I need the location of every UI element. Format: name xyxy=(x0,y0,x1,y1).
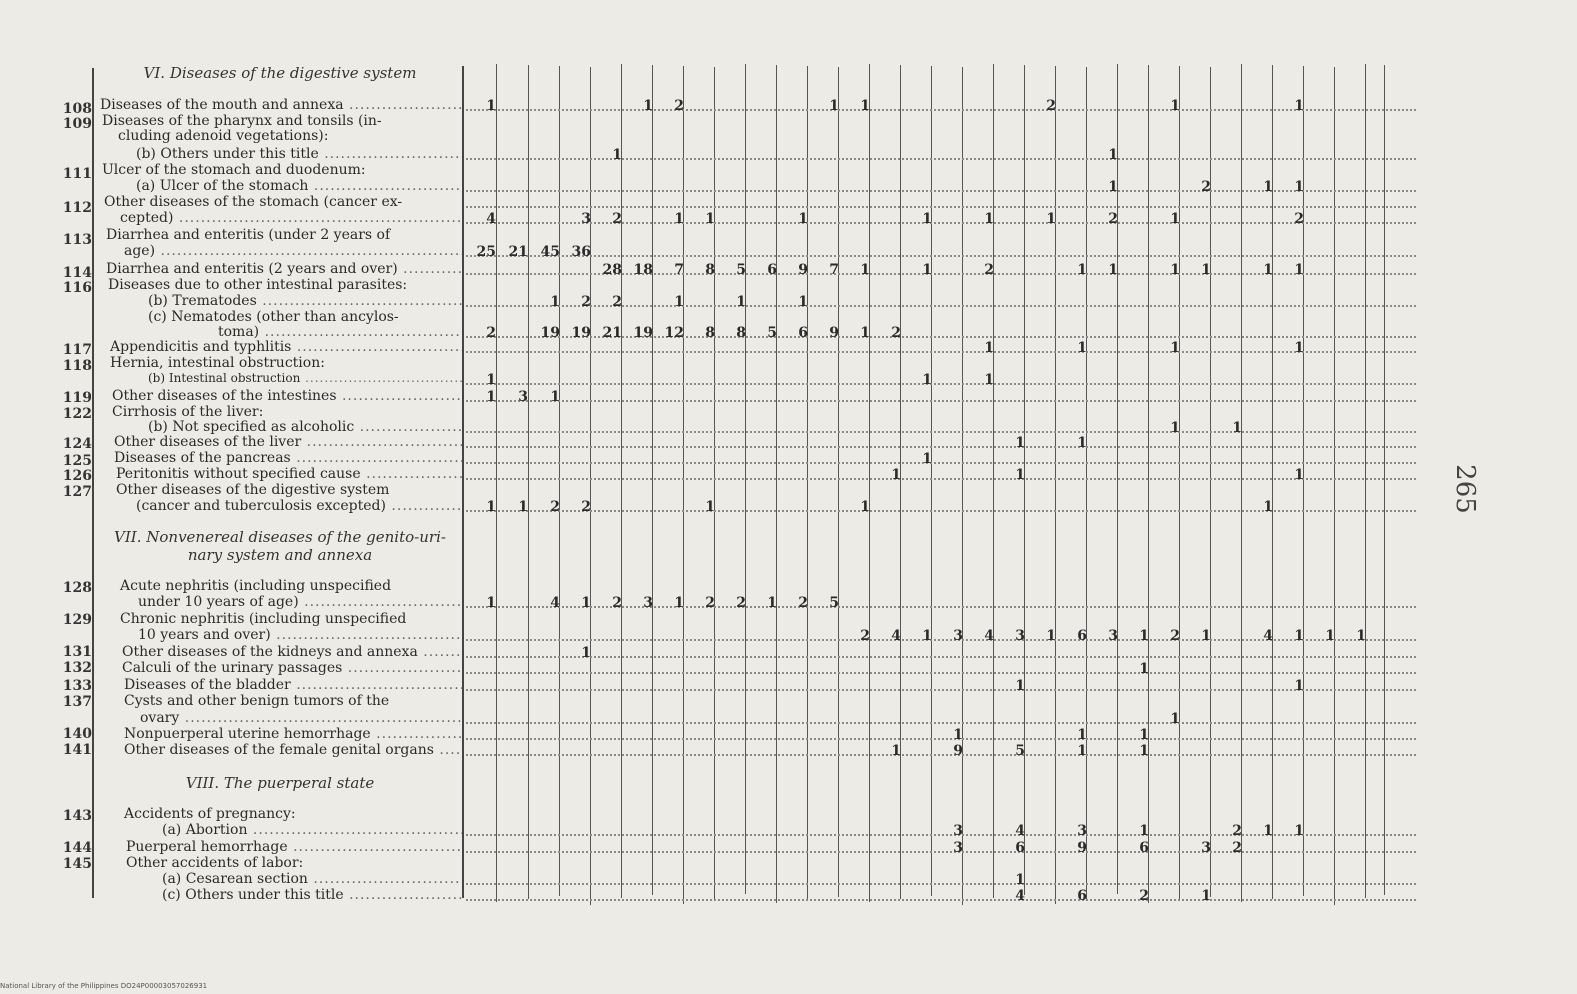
table-cell: 1 xyxy=(1170,340,1180,356)
table-cell: 1 xyxy=(1170,420,1180,436)
table-cell: 7 xyxy=(674,262,684,278)
row-label: Other diseases of the digestive system xyxy=(116,482,390,498)
dot-leader xyxy=(466,653,1416,658)
dot-leader xyxy=(466,459,1416,464)
row-label: (c) Others under this title ..... xyxy=(162,887,462,903)
table-cell: 2 xyxy=(891,325,901,341)
row-number: 113 xyxy=(62,232,92,248)
row-label: Diseases due to other intestinal parasites: xyxy=(108,277,408,293)
table-cell: 1 xyxy=(1294,823,1304,839)
row-number: 118 xyxy=(62,358,92,374)
table-cell: 6 xyxy=(767,262,777,278)
table-cell: 3 xyxy=(518,389,528,405)
table-cell: 1 xyxy=(1108,147,1118,163)
row-number: 109 xyxy=(62,116,92,132)
table-cell: 1 xyxy=(705,499,715,515)
table-cell: 4 xyxy=(550,595,560,611)
row-label: (cancer and tuberculosis excepted) ..... xyxy=(136,498,462,514)
dot-leader xyxy=(466,719,1416,724)
table-cell: 1 xyxy=(1294,98,1304,114)
table-cell: 1 xyxy=(798,294,808,310)
table-cell: 1 xyxy=(1015,467,1025,483)
row-number: 117 xyxy=(62,342,92,358)
table-cell: 19 xyxy=(571,325,591,341)
table-cell: 7 xyxy=(829,262,839,278)
table-cell: 36 xyxy=(571,244,591,260)
table-cell: 1 xyxy=(1046,628,1056,644)
dot-leader xyxy=(466,896,1416,901)
table-cell: 2 xyxy=(581,294,591,310)
table-cell: 1 xyxy=(922,372,932,388)
table-cell: 3 xyxy=(643,595,653,611)
row-number: 128 xyxy=(62,580,92,596)
row-number: 137 xyxy=(62,694,92,710)
table-cell: 2 xyxy=(860,628,870,644)
table-cell: 8 xyxy=(705,325,715,341)
row-label: Other accidents of labor: xyxy=(126,855,304,871)
table-cell: 1 xyxy=(550,389,560,405)
row-number: 141 xyxy=(62,742,92,758)
table-cell: 1 xyxy=(1201,262,1211,278)
table-cell: 2 xyxy=(1170,628,1180,644)
row-label: cepted) ..... xyxy=(120,210,462,226)
table-cell: 9 xyxy=(1077,840,1087,856)
row-number: 129 xyxy=(62,612,92,628)
table-cell: 1 xyxy=(798,211,808,227)
row-number: 143 xyxy=(62,808,92,824)
row-number: 111 xyxy=(62,166,92,182)
row-number: 108 xyxy=(62,101,92,117)
table-cell: 21 xyxy=(602,325,622,341)
section-heading-genitourinary: VII. Nonvenereal diseases of the genito-uri- xyxy=(114,528,446,546)
table-cell: 2 xyxy=(1232,840,1242,856)
dot-leader xyxy=(466,203,1416,208)
section-heading-digestive: VI. Diseases of the digestive system xyxy=(143,64,417,82)
table-cell: 1 xyxy=(1294,467,1304,483)
row-label: Cirrhosis of the liver: xyxy=(112,404,264,420)
table-cell: 1 xyxy=(486,389,496,405)
row-label: (a) Cesarean section ..... xyxy=(162,871,462,887)
row-label: (b) Not specified as alcoholic ..... xyxy=(148,419,462,435)
table-cell: 2 xyxy=(984,262,994,278)
table-cell: 9 xyxy=(953,743,963,759)
row-label: 10 years and over) ..... xyxy=(138,627,462,643)
row-number: 140 xyxy=(62,726,92,742)
section-heading-puerperal: VIII. The puerperal state xyxy=(185,774,375,792)
table-cell: 19 xyxy=(633,325,653,341)
table-cell: 1 xyxy=(922,451,932,467)
table-cell: 1 xyxy=(984,340,994,356)
table-cell: 8 xyxy=(705,262,715,278)
table-cell: 6 xyxy=(798,325,808,341)
table-cell: 6 xyxy=(1015,840,1025,856)
column-rule xyxy=(962,67,963,905)
column-rule xyxy=(1086,67,1087,901)
dot-leader xyxy=(466,686,1416,691)
row-number: 124 xyxy=(62,436,92,452)
row-label: Diseases of the mouth and annexa ..... xyxy=(100,97,462,113)
row-label: Diarrhea and enteritis (under 2 years of xyxy=(106,227,391,243)
row-label: Peritonitis without specified cause ..... xyxy=(116,466,462,482)
row-label: Appendicitis and typhlitis ..... xyxy=(110,339,462,355)
table-cell: 1 xyxy=(486,595,496,611)
table-cell: 1 xyxy=(860,262,870,278)
table-cell: 3 xyxy=(953,840,963,856)
table-cell: 1 xyxy=(1170,262,1180,278)
table-cell: 1 xyxy=(674,211,684,227)
table-cell: 12 xyxy=(664,325,684,341)
table-cell: 1 xyxy=(922,211,932,227)
table-cell: 3 xyxy=(1077,823,1087,839)
table-cell: 1 xyxy=(1170,98,1180,114)
row-label: age) ..... xyxy=(124,243,462,259)
row-label: Other diseases of the kidneys and annexa ..... xyxy=(122,644,462,660)
dot-leader xyxy=(466,397,1416,402)
row-label: Nonpuerperal uterine hemorrhage ..... xyxy=(124,726,462,742)
row-number: 145 xyxy=(62,856,92,872)
table-cell: 2 xyxy=(550,499,560,515)
row-label: Other diseases of the stomach (cancer ex- xyxy=(104,194,403,210)
dot-leader xyxy=(466,507,1416,512)
row-label: Acute nephritis (including unspecified xyxy=(120,578,392,594)
table-cell: 1 xyxy=(612,147,622,163)
table-cell: 3 xyxy=(953,823,963,839)
table-cell: 1 xyxy=(1263,823,1273,839)
row-label: cluding adenoid vegetations): xyxy=(118,128,329,144)
table-cell: 1 xyxy=(922,628,932,644)
row-label: Puerperal hemorrhage ..... xyxy=(126,839,462,855)
table-cell: 4 xyxy=(486,211,496,227)
table-cell: 1 xyxy=(736,294,746,310)
table-cell: 1 xyxy=(486,372,496,388)
column-rule xyxy=(1334,67,1335,905)
row-label: (b) Others under this title ..... xyxy=(136,146,462,162)
table-cell: 2 xyxy=(612,211,622,227)
table-cell: 1 xyxy=(581,645,591,661)
table-cell: 1 xyxy=(486,499,496,515)
row-number: 144 xyxy=(62,840,92,856)
row-label: ovary ..... xyxy=(140,710,462,726)
table-cell: 1 xyxy=(1015,872,1025,888)
table-cell: 45 xyxy=(540,244,560,260)
column-rule xyxy=(714,67,715,901)
table-cell: 3 xyxy=(1108,628,1118,644)
table-cell: 1 xyxy=(1046,211,1056,227)
dot-leader xyxy=(466,880,1416,885)
table-cell: 1 xyxy=(1077,435,1087,451)
footer-note: National Library of the Philippines DO24P00003057026931 xyxy=(0,982,208,990)
table-cell: 2 xyxy=(1108,211,1118,227)
table-cell: 3 xyxy=(581,211,591,227)
table-cell: 1 xyxy=(1108,179,1118,195)
table-cell: 21 xyxy=(508,244,528,260)
table-cell: 2 xyxy=(612,595,622,611)
table-cell: 1 xyxy=(1263,262,1273,278)
row-label: Other diseases of the intestines ..... xyxy=(112,388,462,404)
table-cell: 1 xyxy=(1325,628,1335,644)
dot-leader xyxy=(466,106,1416,111)
table-cell: 1 xyxy=(581,595,591,611)
table-cell: 3 xyxy=(953,628,963,644)
row-number: 114 xyxy=(62,265,92,281)
table-cell: 5 xyxy=(1015,743,1025,759)
row-label: toma) ..... xyxy=(218,324,462,340)
table-cell: 1 xyxy=(1356,628,1366,644)
table-cell: 2 xyxy=(736,595,746,611)
table-cell: 2 xyxy=(486,325,496,341)
row-label: Ulcer of the stomach and duodenum: xyxy=(102,162,366,178)
table-cell: 1 xyxy=(674,595,684,611)
table-cell: 25 xyxy=(476,244,496,260)
row-label: (b) Intestinal obstruction ..... xyxy=(148,371,462,385)
table-cell: 3 xyxy=(1201,840,1211,856)
table-cell: 2 xyxy=(705,595,715,611)
table-cell: 1 xyxy=(550,294,560,310)
row-number: 119 xyxy=(62,390,92,406)
dot-leader xyxy=(466,380,1416,385)
table-cell: 1 xyxy=(860,98,870,114)
row-number: 125 xyxy=(62,453,92,469)
table-cell: 1 xyxy=(1077,743,1087,759)
table-cell: 4 xyxy=(891,628,901,644)
table-cell: 1 xyxy=(891,467,901,483)
dot-leader xyxy=(466,348,1416,353)
table-cell: 9 xyxy=(829,325,839,341)
table-cell: 1 xyxy=(1108,262,1118,278)
table-cell: 1 xyxy=(1201,888,1211,904)
table-cell: 1 xyxy=(674,294,684,310)
table-cell: 4 xyxy=(1015,823,1025,839)
row-label: under 10 years of age) ..... xyxy=(138,594,462,610)
table-cell: 2 xyxy=(581,499,591,515)
table-cell: 1 xyxy=(1294,628,1304,644)
page-number: 265 xyxy=(1449,464,1480,514)
table-cell: 6 xyxy=(1139,840,1149,856)
table-cell: 1 xyxy=(1139,661,1149,677)
table-cell: 1 xyxy=(1015,435,1025,451)
table-cell: 1 xyxy=(1077,340,1087,356)
table-cell: 1 xyxy=(1232,420,1242,436)
table-cell: 1 xyxy=(984,211,994,227)
table-cell: 2 xyxy=(798,595,808,611)
row-label: Hernia, intestinal obstruction: xyxy=(110,355,325,371)
table-cell: 1 xyxy=(643,98,653,114)
row-label: (a) Ulcer of the stomach ..... xyxy=(136,178,462,194)
table-cell: 2 xyxy=(1294,211,1304,227)
table-cell: 9 xyxy=(798,262,808,278)
table-cell: 1 xyxy=(1139,727,1149,743)
row-number: 112 xyxy=(62,200,92,216)
row-number: 133 xyxy=(62,678,92,694)
row-label: Cysts and other benign tumors of the xyxy=(124,693,390,709)
table-cell: 1 xyxy=(860,499,870,515)
table-cell: 1 xyxy=(1294,262,1304,278)
table-cell: 1 xyxy=(1201,628,1211,644)
dot-leader xyxy=(466,187,1416,192)
table-cell: 3 xyxy=(1015,628,1025,644)
row-label: Other diseases of the liver ..... xyxy=(114,434,462,450)
table-cell: 1 xyxy=(891,743,901,759)
row-label: Diseases of the bladder ..... xyxy=(124,677,462,693)
table-cell: 1 xyxy=(984,372,994,388)
table-cell: 2 xyxy=(1232,823,1242,839)
dot-leader xyxy=(466,252,1416,257)
table-cell: 2 xyxy=(1139,888,1149,904)
table-cell: 6 xyxy=(1077,628,1087,644)
row-label: Diarrhea and enteritis (2 years and over) ..... xyxy=(106,261,462,277)
table-cell: 1 xyxy=(1139,823,1149,839)
table-cell: 1 xyxy=(1263,179,1273,195)
table-cell: 1 xyxy=(829,98,839,114)
row-number: 116 xyxy=(62,280,92,296)
table-cell: 28 xyxy=(602,262,622,278)
table-cell: 5 xyxy=(736,262,746,278)
table-cell: 19 xyxy=(540,325,560,341)
table-cell: 18 xyxy=(633,262,653,278)
row-number: 131 xyxy=(62,644,92,660)
table-cell: 4 xyxy=(984,628,994,644)
section-heading-genitourinary-cont: nary system and annexa xyxy=(187,546,373,564)
table-cell: 6 xyxy=(1077,888,1087,904)
row-label: (b) Trematodes ..... xyxy=(148,293,462,309)
row-number: 126 xyxy=(62,468,92,484)
row-number: 127 xyxy=(62,484,92,500)
table-cell: 1 xyxy=(1294,179,1304,195)
table-cell: 4 xyxy=(1015,888,1025,904)
table-cell: 1 xyxy=(1170,211,1180,227)
dot-leader xyxy=(466,475,1416,480)
table-cell: 5 xyxy=(767,325,777,341)
table-cell: 2 xyxy=(1046,98,1056,114)
column-rule xyxy=(590,67,591,905)
row-label: Chronic nephritis (including unspecified xyxy=(120,611,407,627)
table-cell: 1 xyxy=(922,262,932,278)
table-cell: 1 xyxy=(518,499,528,515)
table-cell: 2 xyxy=(674,98,684,114)
table-cell: 2 xyxy=(1201,179,1211,195)
table-cell: 5 xyxy=(829,595,839,611)
table-cell: 1 xyxy=(1263,499,1273,515)
table-cell: 1 xyxy=(1015,678,1025,694)
row-label: Diseases of the pancreas ..... xyxy=(114,450,462,466)
row-number: 122 xyxy=(62,406,92,422)
dot-leader xyxy=(466,443,1416,448)
row-label: (a) Abortion ..... xyxy=(162,822,462,838)
stub-right-rule xyxy=(462,66,464,898)
table-cell: 4 xyxy=(1263,628,1273,644)
table-cell: 1 xyxy=(953,727,963,743)
table-cell: 1 xyxy=(1077,727,1087,743)
table-cell: 1 xyxy=(1294,678,1304,694)
table-cell: 1 xyxy=(1077,262,1087,278)
dot-leader xyxy=(466,669,1416,674)
table-cell: 1 xyxy=(767,595,777,611)
row-label: Accidents of pregnancy: xyxy=(124,806,296,822)
row-label-column xyxy=(0,0,462,994)
table-cell: 1 xyxy=(1170,711,1180,727)
row-label: Other diseases of the female genital organs ..... xyxy=(124,742,462,758)
dot-leader xyxy=(466,428,1416,433)
row-label: Diseases of the pharynx and tonsils (in- xyxy=(102,113,382,129)
row-number: 132 xyxy=(62,660,92,676)
table-cell: 8 xyxy=(736,325,746,341)
row-label: Calculi of the urinary passages ..... xyxy=(122,660,462,676)
table-cell: 1 xyxy=(1294,340,1304,356)
table-cell: 2 xyxy=(612,294,622,310)
table-cell: 1 xyxy=(1139,628,1149,644)
table-cell: 1 xyxy=(860,325,870,341)
table-cell: 1 xyxy=(705,211,715,227)
table-cell: 1 xyxy=(486,98,496,114)
table-cell: 1 xyxy=(1139,743,1149,759)
row-label: (c) Nematodes (other than ancylos- xyxy=(148,309,399,325)
